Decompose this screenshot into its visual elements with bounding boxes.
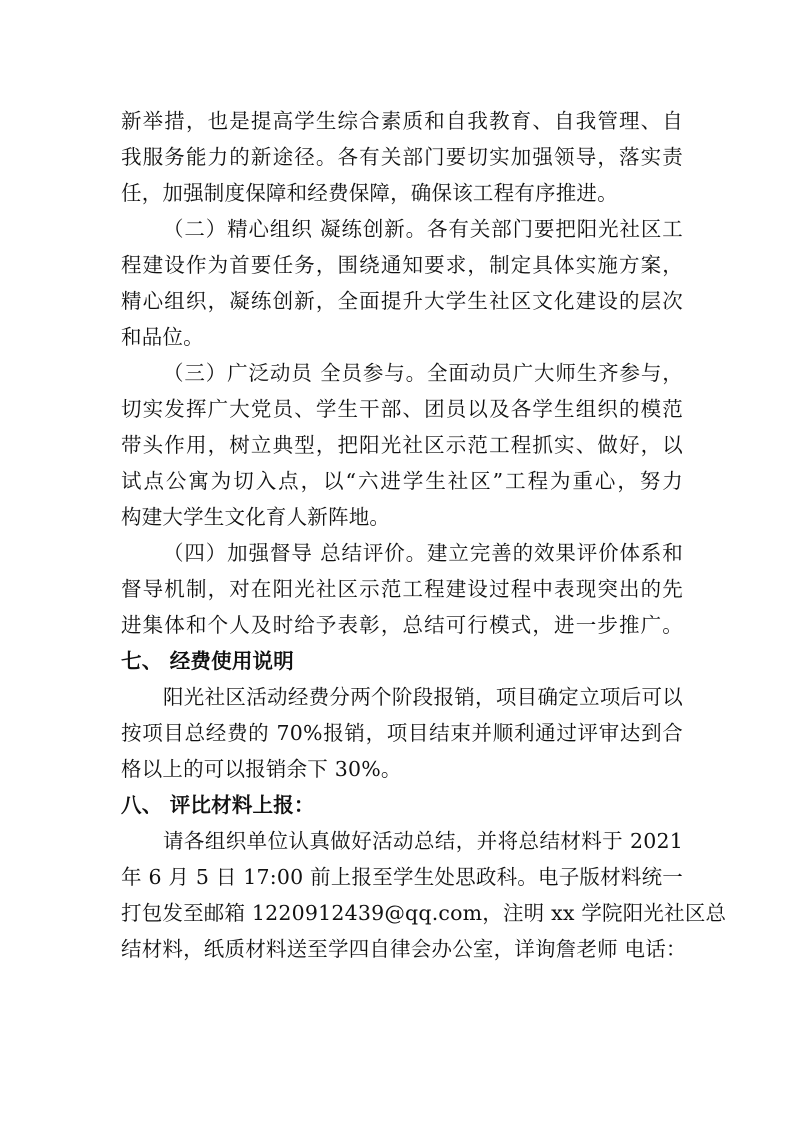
text-line: 进集体和个人及时给予表彰，总结可行模式，进一步推广。 <box>121 613 683 637</box>
text-line: 任，加强制度保障和经费保障，确保该工程有序推进。 <box>121 181 618 205</box>
text-line: 构建大学生文化育人新阵地。 <box>121 505 391 529</box>
text-line: 和品位。 <box>121 325 204 349</box>
paragraph-heading-2: （二）精心组织 凝练创新。各有关部门要把阳光社区工 <box>163 217 683 241</box>
text-line: 程建设作为首要任务，围绕通知要求，制定具体实施方案， <box>121 253 683 277</box>
text-line: 督导机制，对在阳光社区示范工程建设过程中表现突出的先 <box>121 577 683 601</box>
document-body <box>121 103 727 967</box>
text-line: 带头作用，树立典型，把阳光社区示范工程抓实、做好，以 <box>121 433 683 457</box>
section-heading-8: 八、 评比材料上报： <box>121 793 315 817</box>
text-line: 年 6 月 5 日 17:00 前上报至学生处思政科。电子版材料统一 <box>121 865 683 889</box>
paragraph-heading-4: （四）加强督导 总结评价。建立完善的效果评价体系和 <box>163 541 683 565</box>
text-line: 精心组织，凝练创新，全面提升大学生社区文化建设的层次 <box>121 289 683 313</box>
text-line: 切实发挥广大党员、学生干部、团员以及各学生组织的模范 <box>121 397 683 421</box>
text-line: 按项目总经费的 70%报销，项目结束并顺利通过评审达到合 <box>121 721 683 745</box>
text-line: 阳光社区活动经费分两个阶段报销，项目确定立项后可以 <box>163 685 683 709</box>
text-line: 新举措，也是提高学生综合素质和自我教育、自我管理、自 <box>121 109 683 133</box>
text-line: 我服务能力的新途径。各有关部门要切实加强领导，落实责 <box>121 145 683 169</box>
text-line: 结材料，纸质材料送至学四自律会办公室，详询詹老师 电话： <box>121 937 687 961</box>
paragraph-heading-3: （三）广泛动员 全员参与。全面动员广大师生齐参与， <box>163 361 683 385</box>
text-line: 格以上的可以报销余下 30%。 <box>121 757 402 781</box>
text-line: 试点公寓为切入点，以“六进学生社区”工程为重心，努力 <box>121 469 683 493</box>
section-heading-7: 七、 经费使用说明 <box>121 649 294 673</box>
text-line: 请各组织单位认真做好活动总结，并将总结材料于 2021 <box>163 829 683 853</box>
text-line: 打包发至邮箱 1220912439@qq.com，注明 xx 学院阳光社区总 <box>121 901 727 925</box>
